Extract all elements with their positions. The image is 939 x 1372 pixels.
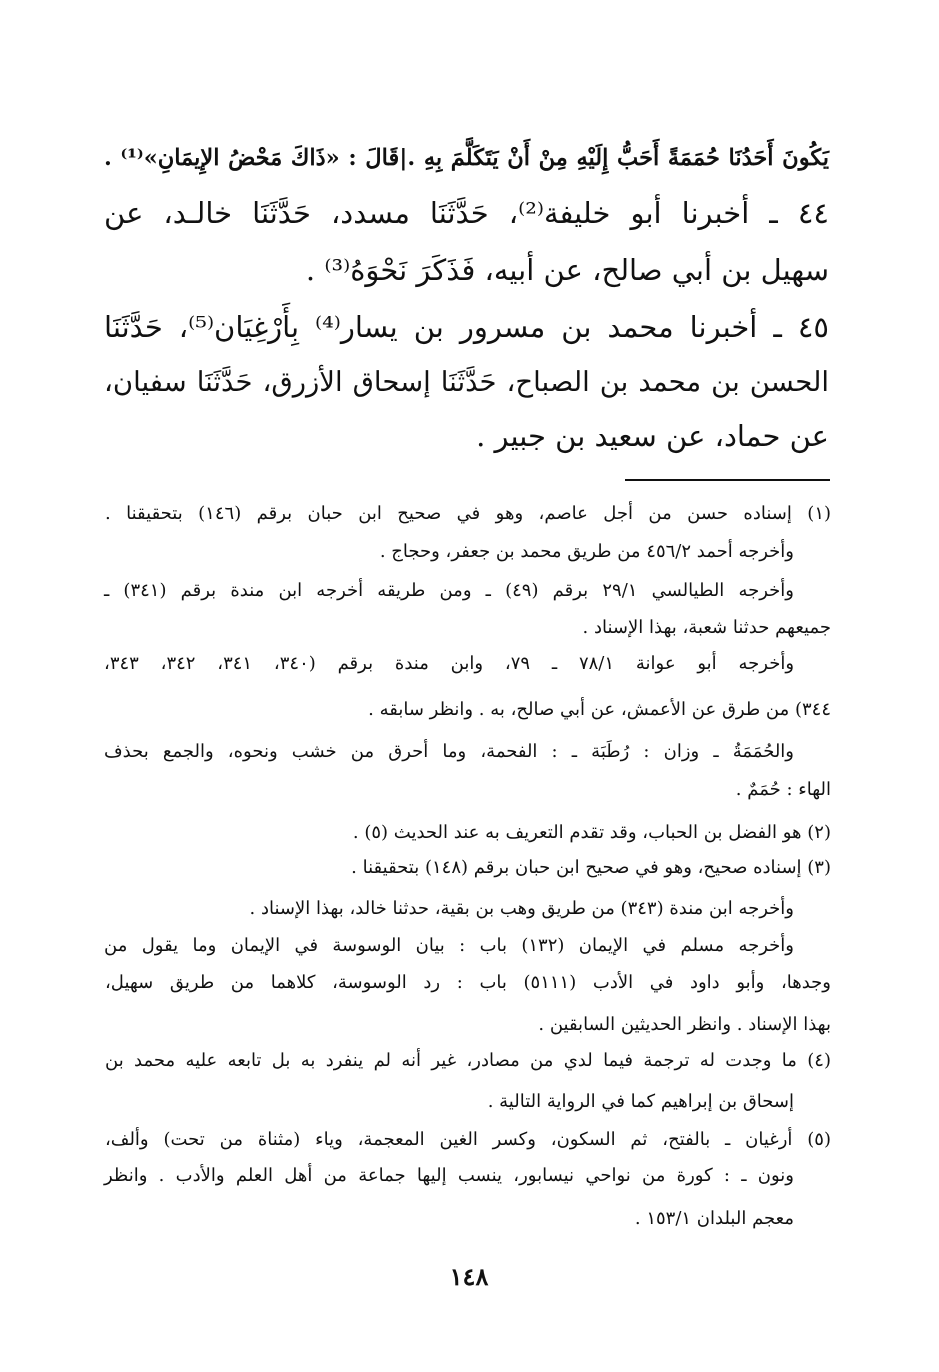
footnote-line: (٢) هو الفضل بن الحباب، وقد تقدم التعريف به عند الحديث (٥) . (352, 822, 831, 843)
footnote-line: إسحاق بن إبراهيم كما في الرواية التالية . (487, 1091, 794, 1112)
footnote-line: وأخرجه ابن مندة (٣٤٣) من طريق وهب بن بقية، حدثنا خالد، بهذا الإسناد . (249, 898, 794, 919)
main-text-line: ٤٥ ـ أخبرنا محمد بن مسرور بن يسار⁽⁴⁾ بِأَرْغِيَان⁽⁵⁾، حَدَّثَنَا (104, 310, 829, 344)
footnote-line: جميعهم حدثنا شعبة، بهذا الإسناد . (582, 617, 831, 638)
main-text-line: عن حماد، عن سعيد بن جبير . (476, 419, 829, 453)
footnote-line: (٥) أرغيان ـ بالفتح، ثم السكون، وكسر الغين المعجمة، وياء (مثناة من تحت) وألف، (105, 1129, 831, 1150)
footnote-line: وأخرجه أحمد ٤٥٦/٢ من طريق محمد بن جعفر، وحجاج . (379, 541, 794, 562)
footnote-line: (٤) ما وجدت له ترجمة فيما لدي من مصادر، غير أنه لم ينفرد به بل تابعه عليه محمد بن (105, 1050, 831, 1071)
footnote-line: وأخرجه الطيالسي ٢٩/١ برقم (٤٩) ـ ومن طريقه أخرجه ابن مندة برقم (٣٤١) ـ (104, 580, 794, 601)
main-text-line: يَكُونَ أَحَدُنَا حُمَمَةً أَحَبُّ إِلَيْهِ مِنْ أَنْ يَتَكَلَّمَ بِهِ .|قَالَ : «ذَاكَ مَحْضُ الإِيمَانِ»⁽¹⁾ . (104, 145, 830, 171)
footnote-separator (625, 479, 830, 481)
footnote-line: الهاء : حُمَمٌ . (735, 779, 831, 800)
main-text-line: سهيل بن أبي صالح، عن أبيه، فَذَكَرَ نَحْوَهُ⁽³⁾ . (305, 253, 829, 287)
footnote-line: وأخرجه مسلم في الإيمان (١٣٢) باب : بيان الوسوسة في الإيمان وما يقول من (104, 935, 794, 956)
footnote-line: (١) إسناده حسن من أجل عاصم، وهو في صحيح ابن حبان برقم (١٤٦) بتحقيقنا . (105, 503, 832, 524)
footnote-line: (٣) إسناده صحيح، وهو في صحيح ابن حبان برقم (١٤٨) بتحقيقنا . (351, 857, 831, 878)
footnote-line: والحُمَمَةُ ـ وزان : رُطَبَة ـ : الفحمة، وما أحرق من خشب ونحوه، والجمع بحذف (104, 741, 794, 762)
footnote-line: معجم البلدان ١٥٣/١ . (634, 1208, 794, 1229)
main-text-line: الحسن بن محمد بن الصباح، حَدَّثَنَا إسحاق الأزرق، حَدَّثَنَا سفيان، (104, 366, 829, 398)
footnote-line: ونون ـ : كورة من نواحي نيسابور، ينسب إليها جماعة من أهل العلم والأدب . وانظر (104, 1165, 794, 1186)
footnote-line: بهذا الإسناد . وانظر الحديثين السابقين . (538, 1014, 831, 1035)
main-text-line: ٤٤ ـ أخبرنا أبو خليفة⁽²⁾، حَدَّثَنَا مسدد، حَدَّثَنَا خالـد، عن (104, 196, 829, 230)
footnote-line: وأخرجه أبو عوانة ٧٨/١ ـ ٧٩، وابن مندة برقم (٣٤٠، ٣٤١، ٣٤٢، ٣٤٣، (104, 653, 795, 674)
page-number: ١٤٨ (449, 1262, 489, 1291)
footnote-line: ٣٤٤) من طرق عن الأعمش، عن أبي صالح، به . وانظر سابقه . (368, 699, 831, 720)
footnote-line: وجدها، وأبو داود في الأدب (٥١١١) باب : رد الوسوسة، كلاهما من طريق سهيل، (105, 972, 831, 993)
